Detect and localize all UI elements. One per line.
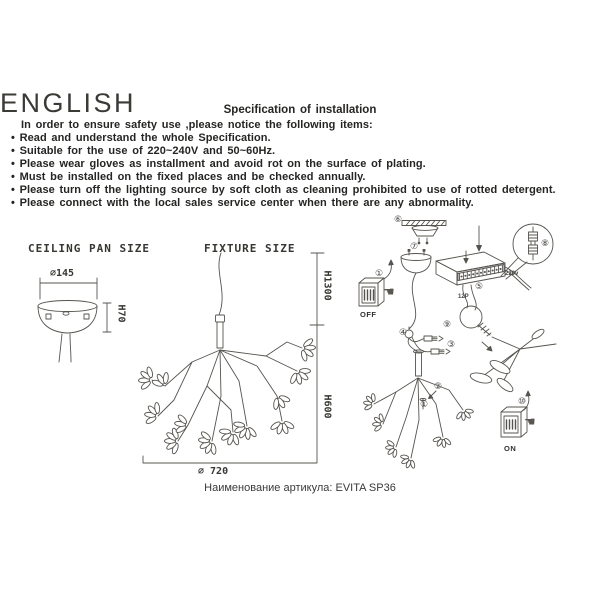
fixture-diagram — [138, 253, 324, 463]
notice-item: • Suitable for the use of 220~240V and 50~60Hz. — [11, 145, 275, 157]
voltage-label: 220v — [505, 271, 519, 277]
ceiling-pan-install-icon — [401, 250, 431, 330]
fixture-size-label: FIXTURE SIZE — [204, 242, 296, 255]
branch-detail-icon — [469, 328, 556, 394]
step-10-badge: ⑩ — [518, 397, 527, 407]
pan-height-dim: H70 — [115, 304, 127, 323]
page-title: Specification of installation — [223, 104, 377, 116]
step-1-badge: ① — [375, 269, 384, 279]
notice-item: • Please wear gloves as installment and avoid rot on the surface of plating. — [11, 158, 426, 170]
wire-connector-icon — [405, 327, 450, 354]
wire-count-label: 12P — [458, 294, 469, 300]
ceiling-pan-size-label: CEILING PAN SIZE — [28, 242, 150, 255]
step-4-badge: ④ — [399, 328, 408, 338]
intro-line: In order to ensure safety use ,please notice the following items: — [21, 119, 373, 131]
article-name: Наименование артикула: EVITA SP36 — [204, 482, 396, 494]
notice-item: • Please turn off the lighting source by soft cloth as cleaning prohibited to use of rotted detergent. — [11, 184, 556, 196]
notice-item: • Read and understand the whole Specification. — [11, 132, 271, 144]
notice-item: • Must be installed on the fixed places and be checked annually. — [11, 171, 366, 183]
off-label: OFF — [360, 310, 377, 319]
ceiling-pan-diagram — [38, 278, 111, 362]
canopy-parts-icon — [402, 221, 446, 244]
step-3-badge: ③ — [447, 340, 456, 350]
step-7-badge: ⑦ — [410, 242, 419, 252]
step-2-badge: ② — [434, 382, 443, 392]
step-8-badge: ⑧ — [541, 239, 550, 249]
fixture-height-dim: H600 — [321, 394, 333, 419]
fixture-diameter-dim: ∅ 720 — [198, 466, 229, 477]
on-label: ON — [504, 444, 517, 453]
step-6-badge: ⑥ — [394, 215, 403, 225]
step-1-badge: ① — [420, 400, 429, 410]
notice-item: • Please connect with the local sales service center when there are any abnormality. — [11, 197, 474, 209]
mini-chandelier-icon — [363, 350, 473, 469]
driver-box-icon — [436, 226, 531, 310]
pointing-hand-icon: ☚ — [383, 285, 395, 300]
installation-diagrams — [359, 221, 556, 469]
language-heading: ENGLISH — [0, 88, 137, 118]
step-9-badge: ⑨ — [443, 320, 452, 330]
pan-diameter-dim: ∅145 — [50, 268, 75, 279]
fixture-drop-dim: H1300 — [321, 270, 333, 301]
pointing-hand-icon: ☚ — [524, 415, 536, 430]
step-5-badge: ⑤ — [475, 282, 484, 292]
bulb-icon — [460, 306, 520, 351]
